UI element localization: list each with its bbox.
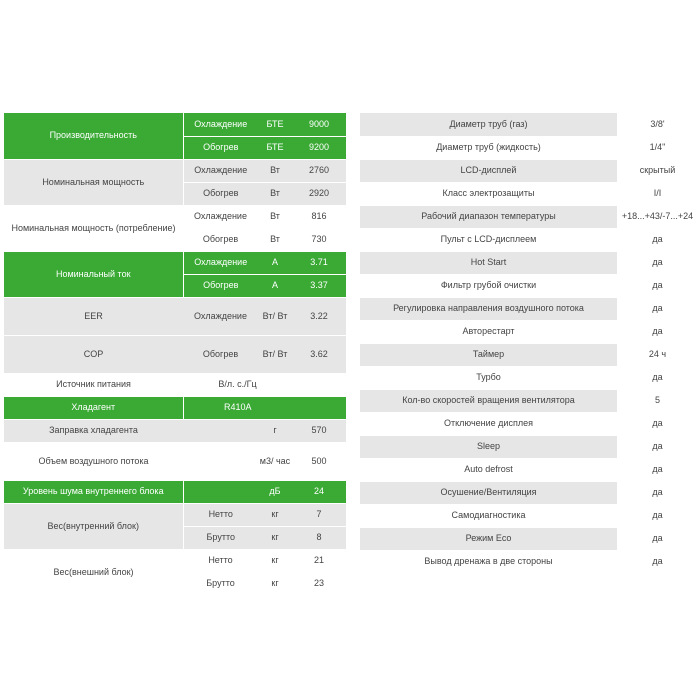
mode-cell: Нетто — [183, 549, 258, 572]
value-cell: 730 — [292, 228, 346, 251]
row-label: Sleep — [360, 435, 617, 458]
value-cell: 9000 — [292, 113, 346, 136]
mode-cell: Брутто — [183, 526, 258, 549]
unit-cell: Вт/ Вт — [258, 335, 292, 373]
value-cell: 3.71 — [292, 251, 346, 274]
mode-cell: Брутто — [183, 572, 258, 595]
value-cell: да — [617, 527, 698, 550]
value-cell: скрытый — [617, 159, 698, 182]
unit-cell: Вт — [258, 182, 292, 205]
unit-cell: А — [258, 251, 292, 274]
mode-cell: Обогрев — [183, 136, 258, 159]
value-cell: да — [617, 274, 698, 297]
value-cell: да — [617, 435, 698, 458]
value-cell: да — [617, 550, 698, 573]
unit-cell: кг — [258, 526, 292, 549]
value-cell: да — [617, 481, 698, 504]
table-row — [360, 343, 698, 366]
row-label: Фильтр грубой очистки — [360, 274, 617, 297]
value-cell: да — [617, 251, 698, 274]
row-label: Рабочий диапазон температуры — [360, 205, 617, 228]
row-label: Хладагент — [4, 396, 183, 419]
value-cell: +18...+43/-7...+24 — [617, 205, 698, 228]
row-label: Источник питания — [4, 373, 183, 396]
table-row — [360, 504, 698, 527]
value-cell: 3.22 — [292, 297, 346, 335]
row-label: Вывод дренажа в две стороны — [360, 550, 617, 573]
table-row — [360, 458, 698, 481]
mode-cell: Обогрев — [183, 274, 258, 297]
value-cell: да — [617, 297, 698, 320]
unit-cell: кг — [258, 503, 292, 526]
value-cell: да — [617, 504, 698, 527]
row-label: Класс электрозащиты — [360, 182, 617, 205]
table-row — [360, 527, 698, 550]
unit-cell: Вт/ Вт — [258, 297, 292, 335]
table-row — [360, 205, 698, 228]
value-cell: I/I — [617, 182, 698, 205]
unit-cell: БТЕ — [258, 113, 292, 136]
table-row — [360, 320, 698, 343]
row-label: Номинальная мощность — [4, 159, 183, 205]
table-row — [360, 274, 698, 297]
mode-cell: Охлаждение — [183, 297, 258, 335]
value-cell: да — [617, 228, 698, 251]
row-label: Осушение/Вентиляция — [360, 481, 617, 504]
unit-cell: кг — [258, 572, 292, 595]
value-cell: 500 — [292, 442, 346, 480]
value-cell: да — [617, 412, 698, 435]
value-cell: 3.37 — [292, 274, 346, 297]
unit-cell: Вт — [258, 228, 292, 251]
unit-cell: Вт — [258, 159, 292, 182]
value-cell: 816 — [292, 205, 346, 228]
row-label: Уровень шума внутреннего блока — [4, 480, 183, 503]
value-cell: да — [617, 458, 698, 481]
row-label: Номинальный ток — [4, 251, 183, 297]
table-row — [360, 389, 698, 412]
row-label: Вес(внутренний блок) — [4, 503, 183, 549]
row-label: Регулировка направления воздушного потока — [360, 297, 617, 320]
table-row — [360, 228, 698, 251]
value-cell: R410A — [183, 396, 292, 419]
unit-cell: г — [258, 419, 292, 442]
row-label: Объем воздушного потока — [4, 442, 183, 480]
unit-cell: м3/ час — [258, 442, 292, 480]
row-label: Заправка хладагента — [4, 419, 183, 442]
row-label: Отключение дисплея — [360, 412, 617, 435]
table-row — [360, 136, 698, 159]
value-cell: 3.62 — [292, 335, 346, 373]
table-row — [360, 159, 698, 182]
value-cell: 1/4" — [617, 136, 698, 159]
value-cell: В/л. с./Гц — [183, 373, 292, 396]
row-label: Диаметр труб (газ) — [360, 113, 617, 136]
table-row — [360, 435, 698, 458]
value-cell: 5 — [617, 389, 698, 412]
value-cell: 24 ч — [617, 343, 698, 366]
mode-cell: Обогрев — [183, 228, 258, 251]
mode-cell: Охлаждение — [183, 251, 258, 274]
value-cell: да — [617, 320, 698, 343]
row-label: Авторестарт — [360, 320, 617, 343]
row-label: EER — [4, 297, 183, 335]
table-row — [360, 481, 698, 504]
mode-cell: Охлаждение — [183, 159, 258, 182]
table-row — [360, 297, 698, 320]
value-cell: 23 — [292, 572, 346, 595]
table-row — [360, 550, 698, 573]
specs-table-right — [360, 113, 698, 574]
row-label: Таймер — [360, 343, 617, 366]
value-cell: 8 — [292, 526, 346, 549]
row-label: Кол-во скоростей вращения вентилятора — [360, 389, 617, 412]
value-cell: 24 — [292, 480, 346, 503]
mode-cell: Обогрев — [183, 182, 258, 205]
value-cell: 7 — [292, 503, 346, 526]
value-cell: 570 — [292, 419, 346, 442]
unit-cell: Вт — [258, 205, 292, 228]
row-label: Производительность — [4, 113, 183, 159]
row-label: Диаметр труб (жидкость) — [360, 136, 617, 159]
row-label: Номинальная мощность (потребление) — [4, 205, 183, 251]
mode-cell: Обогрев — [183, 335, 258, 373]
value-cell: 3/8' — [617, 113, 698, 136]
value-cell: 2760 — [292, 159, 346, 182]
mode-cell: Охлаждение — [183, 113, 258, 136]
row-label: Режим Eco — [360, 527, 617, 550]
table-row — [360, 182, 698, 205]
value-cell: 9200 — [292, 136, 346, 159]
value-cell: 2920 — [292, 182, 346, 205]
value-cell: 21 — [292, 549, 346, 572]
row-label: COP — [4, 335, 183, 373]
row-label: Auto defrost — [360, 458, 617, 481]
mode-cell: Нетто — [183, 503, 258, 526]
mode-cell: Охлаждение — [183, 205, 258, 228]
row-label: Вес(внешний блок) — [4, 549, 183, 595]
table-row — [360, 412, 698, 435]
table-row — [360, 113, 698, 136]
row-label: Пульт с LCD-дисплеем — [360, 228, 617, 251]
row-label: Самодиагностика — [360, 504, 617, 527]
unit-cell: дБ — [258, 480, 292, 503]
unit-cell: кг — [258, 549, 292, 572]
value-cell: да — [617, 366, 698, 389]
row-label: LCD-дисплей — [360, 159, 617, 182]
row-label: Hot Start — [360, 251, 617, 274]
specs-table-left — [4, 113, 346, 596]
table-row — [360, 251, 698, 274]
unit-cell: БТЕ — [258, 136, 292, 159]
table-row — [360, 366, 698, 389]
unit-cell: А — [258, 274, 292, 297]
row-label: Турбо — [360, 366, 617, 389]
